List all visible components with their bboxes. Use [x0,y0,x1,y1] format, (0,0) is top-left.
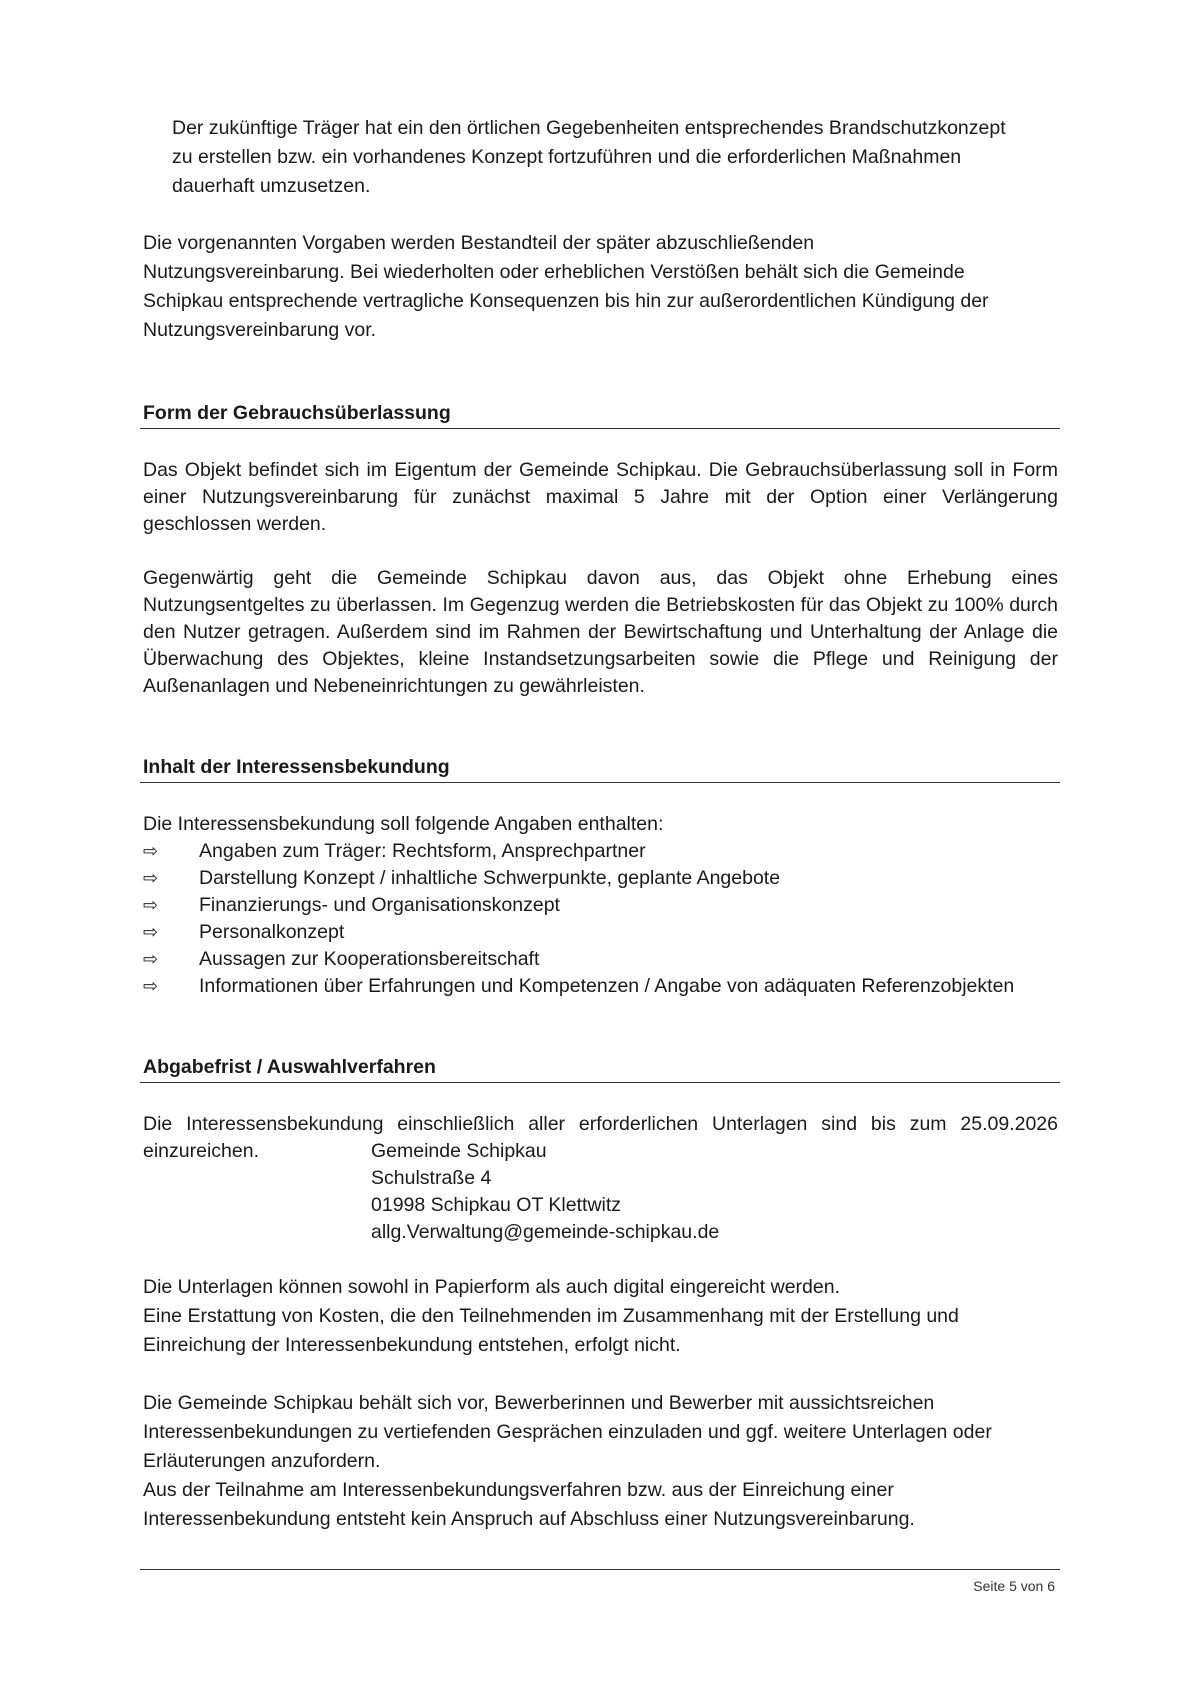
list-item-text: Aussagen zur Kooperationsbereitschaft [199,948,540,970]
section-heading-abgabe: Abgabefrist / Auswahlverfahren [143,1056,436,1078]
address-line-street: Schulstraße 4 [371,1167,492,1189]
section-heading-inhalt: Inhalt der Interessensbekundung [143,756,450,778]
section-divider [140,1082,1060,1083]
list-item-text: Finanzierungs- und Organisationskonzept [199,894,560,916]
deadline-line [143,1111,1058,1138]
vorgaben-line-2: Nutzungsvereinbarung. Bei wiederholten oder erheblichen Verstößen behält sich die Gemeinde [143,261,965,283]
inhalt-intro: Die Interessensbekundung soll folgende Angaben enthalten: [143,813,664,835]
unterlagen-line-3: Einreichung der Interessenbekundung entstehen, erfolgt nicht. [143,1334,681,1356]
vorbehalt-line-2: Interessenbekundungen zu vertiefenden Gesprächen einzuladen und ggf. weitere Unterlagen oder [143,1421,992,1443]
intro-line-1: Der zukünftige Träger hat ein den örtlichen Gegebenheiten entsprechendes Brandschutzkonzept [172,117,1006,139]
list-item-text: Darstellung Konzept / inhaltliche Schwerpunkte, geplante Angebote [199,867,781,889]
address-line-city: 01998 Schipkau OT Klettwitz [371,1194,622,1216]
arrow-right-outline-icon: ⇨ [143,922,159,942]
list-item-text: Angaben zum Träger: Rechtsform, Ansprechpartner [199,840,646,862]
unterlagen-line-2: Eine Erstattung von Kosten, die den Teilnehmenden im Zusammenhang mit der Erstellung und [143,1305,959,1327]
intro-line-2: zu erstellen bzw. ein vorhandenes Konzept fortzuführen und die erforderlichen Maßnahmen [172,146,962,168]
list-item-text: Personalkonzept [199,921,345,943]
arrow-right-outline-icon: ⇨ [143,841,159,861]
vorgaben-line-1: Die vorgenannten Vorgaben werden Bestandteil der später abzuschließenden [143,232,815,254]
arrow-right-outline-icon: ⇨ [143,949,159,969]
deadline-text: Die Interessensbekundung einschließlich aller erforderlichen Unterlagen sind bis zum 25.09.2026 [143,1113,1058,1135]
address-line-name: Gemeinde Schipkau [371,1140,547,1162]
list-item-text: Informationen über Erfahrungen und Kompetenzen / Angabe von adäquaten Referenzobjekten [199,975,1015,997]
submit-label: einzureichen. [143,1140,259,1162]
arrow-right-outline-icon: ⇨ [143,868,159,888]
arrow-right-outline-icon: ⇨ [143,895,159,915]
form-paragraph-1: Das Objekt befindet sich im Eigentum der Gemeinde Schipkau. Die Gebrauchsüberlassung soll in Form einer Nutzungsvereinbarung für zunächst maximal 5 Jahre mit der Option einer Verlängerung geschlossen werden. [143,459,1058,535]
section-divider [140,782,1060,783]
footer-divider [140,1569,1060,1570]
intro-line-3: dauerhaft umzusetzen. [172,175,371,197]
address-email-link[interactable]: allg.Verwaltung@gemeinde-schipkau.de [371,1221,720,1243]
vorbehalt-line-5: Interessenbekundung entsteht kein Anspruch auf Abschluss einer Nutzungsvereinbarung. [143,1508,915,1530]
vorgaben-line-4: Nutzungsvereinbarung vor. [143,319,377,341]
form-paragraph-2: Gegenwärtig geht die Gemeinde Schipkau davon aus, das Objekt ohne Erhebung eines Nutzungsentgeltes zu überlassen. Im Gegenzug werden die Betriebskosten für das Objekt zu 100% durch den Nutzer getragen. Außerdem sind im Rahmen der Bewirtschaftung und Unterhaltung der Anlage die Überwachung des Objektes, kleine Instandsetzungsarbeiten sowie die Pflege und Reinigung der Außenanlagen und Nebeneinrichtungen zu gewährleisten. [143,567,1058,697]
vorbehalt-line-1: Die Gemeinde Schipkau behält sich vor, Bewerberinnen und Bewerber mit aussichtsreichen [143,1392,935,1414]
vorbehalt-line-3: Erläuterungen anzufordern. [143,1450,381,1472]
arrow-right-outline-icon: ⇨ [143,976,159,996]
section-heading-form: Form der Gebrauchsüberlassung [143,402,451,424]
vorbehalt-line-4: Aus der Teilnahme am Interessenbekundungsverfahren bzw. aus der Einreichung einer [143,1479,894,1501]
vorgaben-line-3: Schipkau entsprechende vertragliche Konsequenzen bis hin zur außerordentlichen Kündigung der [143,290,989,312]
unterlagen-line-1: Die Unterlagen können sowohl in Papierform als auch digital eingereicht werden. [143,1276,840,1298]
section-divider [140,428,1060,429]
page-number: Seite 5 von 6 [973,1578,1055,1594]
